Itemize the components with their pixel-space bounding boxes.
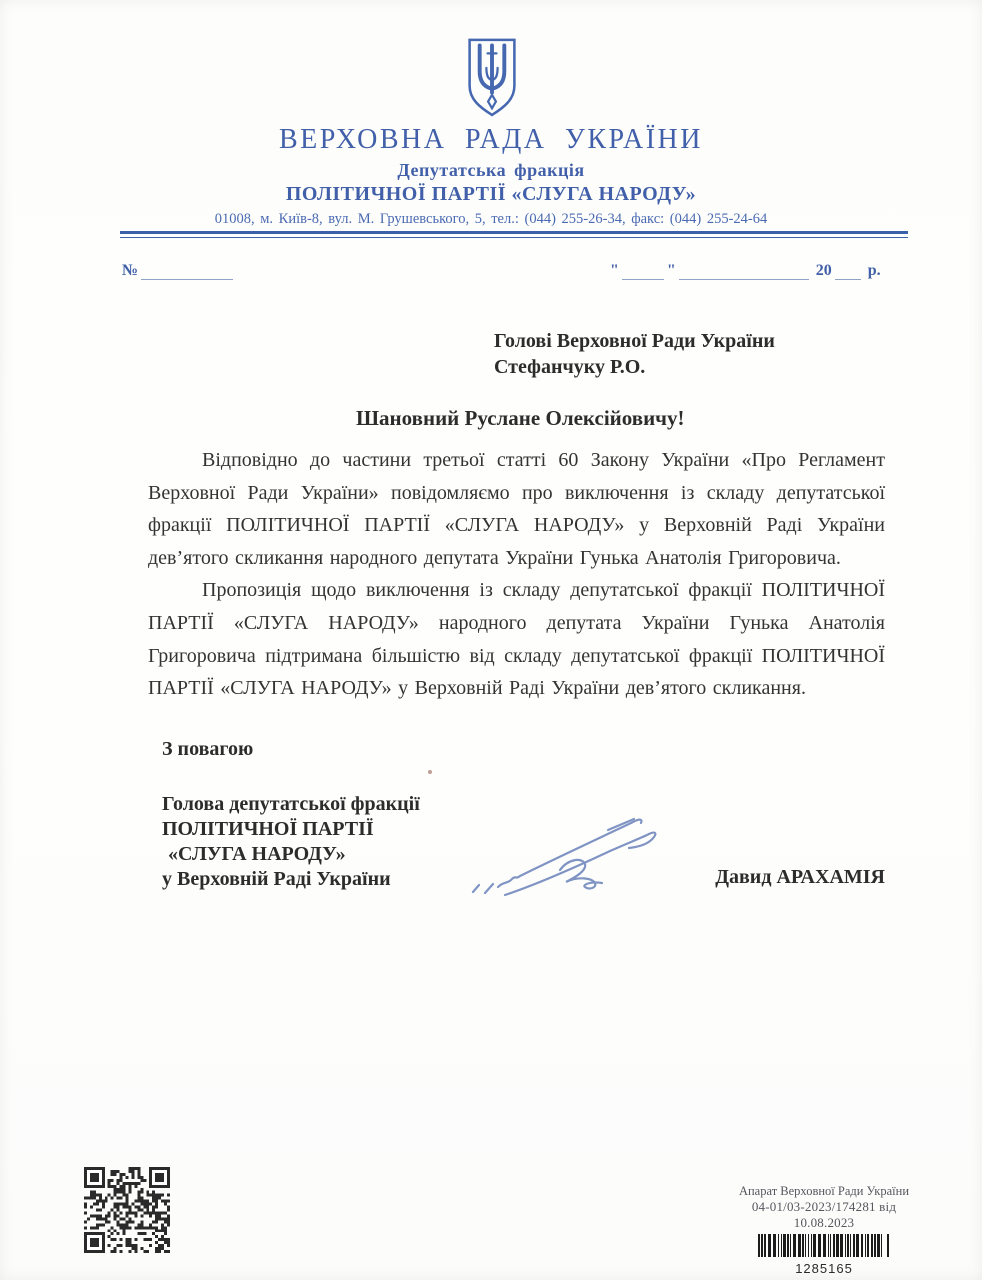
org-address: 01008, м. Київ-8, вул. М. Грушевського, 5, тел.: (044) 255-26-34, факс: (044) 255-24-64 [214, 211, 768, 227]
recipient-block [494, 328, 775, 380]
qr-code [84, 1166, 170, 1254]
registration-stamp [728, 1184, 920, 1276]
closing-regards: З повагою [162, 738, 254, 760]
signature-ink [468, 796, 680, 902]
stamp-registration-number: 04-01/03-2023/174281 від 10.08.2023 [751, 1199, 897, 1230]
signer-title-line: «СЛУГА НАРОДУ» [168, 843, 346, 865]
barcode-number: 1285165 [795, 1261, 853, 1276]
letterhead-divider [120, 231, 908, 238]
party-subtitle: ПОЛІТИЧНОЇ ПАРТІЇ «СЛУГА НАРОДУ» [285, 183, 697, 205]
signer-name: Давид АРАХАМІЯ [715, 866, 885, 888]
number-blank [141, 264, 233, 280]
body-paragraph: Пропозиція щодо виключення із складу депутатської фракції ПОЛІТИЧНОЇ ПАРТІЇ «СЛУГА НАРОДУ» народного депутата України Гунька Анатолія Григоровича підтримана більшістю від складу депутатської фракції ПОЛІТИЧНОЇ ПАРТІЇ «СЛУГА НАРОДУ» у Верховній Раді України дев’ятого скликання. [148, 579, 885, 700]
salutation: Шановний Руслане Олексійовичу! [356, 406, 685, 430]
day-blank [622, 264, 664, 280]
stamp-office: Апарат Верховної Ради України [738, 1184, 910, 1198]
trident-emblem-icon [464, 36, 520, 120]
year-blank [835, 264, 861, 280]
signer-title-line: у Верховній Раді України [162, 868, 391, 890]
date-open-quote: " [610, 262, 619, 279]
body-paragraph: Відповідно до частини третьої статті 60 Закону України «Про Регламент Верховної Ради України» повідомляємо про виключення із складу депутатської фракції ПОЛІТИЧНОЇ ПАРТІЇ «СЛУГА НАРОДУ» у Верховній Раді України дев’ятого скликання народного депутата України Гунька Анатолія Григоровича. [148, 449, 885, 569]
letter-body [148, 444, 885, 705]
reference-number-line [122, 262, 236, 280]
org-title: ВЕРХОВНА РАДА УКРАЇНИ [278, 124, 703, 155]
ink-dot-artifact [428, 770, 432, 774]
recipient-line: Голові Верховної Ради України [494, 330, 775, 352]
signer-title-block [162, 792, 420, 892]
signer-title-line: Голова депутатської фракції [162, 793, 420, 815]
recipient-line: Стефанчуку Р.О. [494, 356, 646, 378]
year-suffix: р. [867, 262, 881, 279]
number-label: № [122, 262, 139, 279]
month-blank [679, 264, 809, 280]
date-line [610, 262, 881, 280]
year-prefix: 20 [815, 262, 832, 279]
date-close-quote: " [666, 262, 676, 279]
faction-subtitle: Депутатська фракція [397, 160, 585, 180]
barcode [758, 1234, 890, 1257]
signer-title-line: ПОЛІТИЧНОЇ ПАРТІЇ [162, 818, 374, 840]
